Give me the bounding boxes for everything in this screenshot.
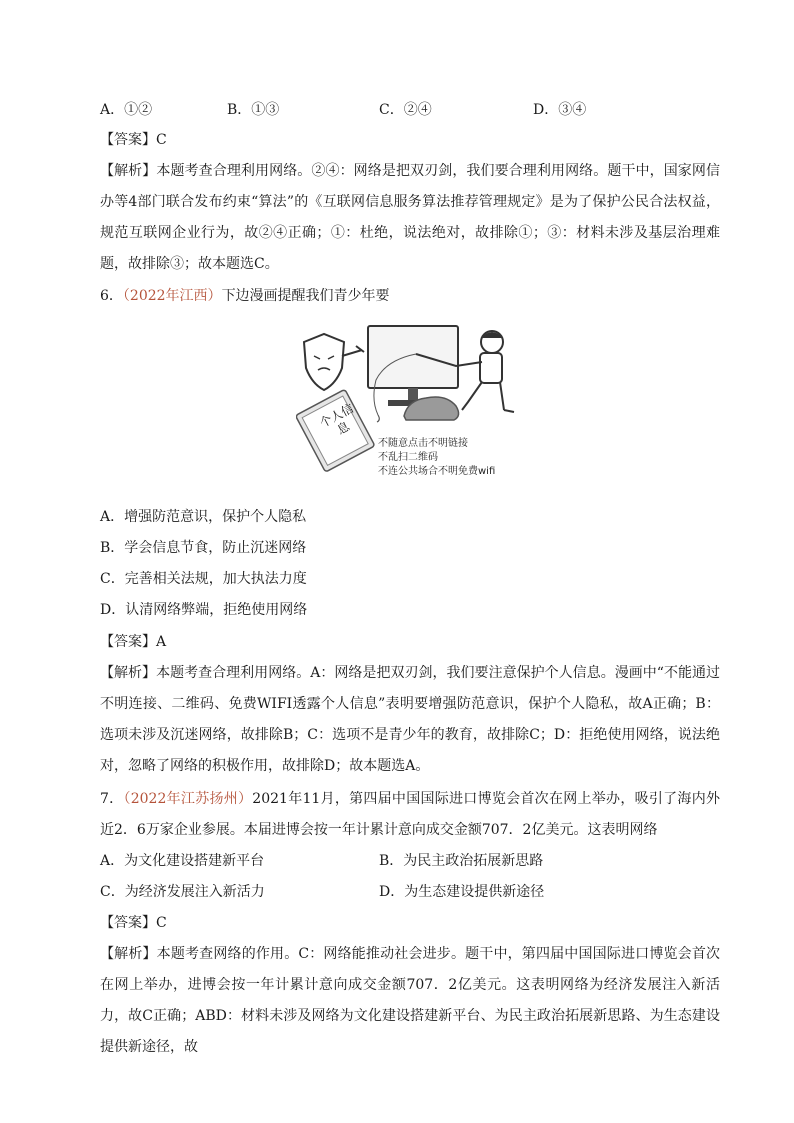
comic-caption-1: 不随意点击不明链接	[378, 438, 468, 449]
hook-icon	[377, 415, 379, 422]
q7-analysis: 【解析】本题考查网络的作用。C：网络能推动社会进步。题干中，第四届中国国际进口博览会首次在网上举办，进博会按一年计累计意向成交金额707．2亿美元。这表明网络为经济发展注入新活力，故C正确；ABD：材料未涉及网络为文化建设搭建新平台、为民主政治拓展新思路、为生态建设提供新途径，故	[100, 946, 720, 1055]
boy-legs	[462, 382, 514, 412]
q5-option-b: B．①③	[227, 102, 280, 118]
q6-answer: 【答案】A	[100, 634, 167, 650]
q6-stem	[100, 286, 720, 306]
q7-option-b: B．为民主政治拓展新思路	[379, 853, 544, 869]
boy-body	[480, 353, 502, 383]
q7-stem	[100, 784, 720, 846]
comic-illustration	[296, 320, 530, 486]
monitor-screen	[368, 326, 458, 388]
personal-info-tag-label: 个人信息	[317, 401, 356, 438]
q5-answer: 【答案】C	[100, 132, 167, 148]
q6-source: （2022年江西）	[122, 288, 222, 304]
q6-option-d: D．认清网络弊端，拒绝使用网络	[100, 602, 308, 618]
q7-option-a: A．为文化建设搭建新平台	[100, 853, 265, 869]
q7-stem-text: 2021年11月，第四届中国国际进口博览会首次在网上举办，吸引了海内外近2．6万家企业参展。本届进博会按一年计累计意向成交金额707．2亿美元。这表明网络	[100, 791, 720, 838]
scissors-icon	[342, 346, 364, 356]
q5-option-a: A．①②	[100, 102, 153, 118]
q5-analysis: 【解析】本题考查合理利用网络。②④：网络是把双刃剑，我们要合理利用网络。题干中，国家网信办等4部门联合发布约束“算法”的《互联网信息服务算法推荐管理规定》是为了保护公民合法权益，规范互联网企业行为，故②④正确；①：杜绝，说法绝对，故排除①；③：材料未涉及基层治理难题，故排除③；故本题选C。	[100, 163, 720, 272]
q7-option-d: D．为生态建设提供新途径	[379, 884, 545, 900]
q7-answer: 【答案】C	[100, 915, 167, 931]
q7-source: （2022年江苏扬州）	[123, 791, 253, 807]
q6-stem-text: 下边漫画提醒我们青少年要	[221, 288, 390, 304]
comic-caption-2: 不乱扫二维码	[378, 452, 438, 463]
q5-option-c: C．②④	[379, 102, 432, 118]
q6-option-b: B．学会信息节食，防止沉迷网络	[100, 540, 307, 556]
q5-option-d: D．③④	[533, 102, 587, 118]
q6-option-a: A．增强防范意识，保护个人隐私	[100, 509, 307, 525]
q7-number: 7．	[100, 791, 124, 807]
comic-caption-3: 不连公共场合不明免费wifi	[378, 466, 496, 477]
q7-option-c: C．为经济发展注入新活力	[100, 884, 265, 900]
q6-number: 6．	[100, 288, 123, 304]
shield-character	[304, 334, 344, 390]
q6-option-c: C．完善相关法规，加大执法力度	[100, 571, 307, 587]
q6-analysis: 【解析】本题考查合理利用网络。A：网络是把双刃剑，我们要注意保护个人信息。漫画中“不能通过不明连接、二维码、免费WIFI透露个人信息”表明要增强防范意识，保护个人隐私，故A正确；B：选项未涉及沉迷网络，故排除B；C：选项不是青少年的教育，故排除C；D：拒绝使用网络，说法绝对，忽略了网络的积极作用，故排除D；故本题选A。	[100, 665, 720, 774]
q6-comic	[296, 320, 530, 486]
